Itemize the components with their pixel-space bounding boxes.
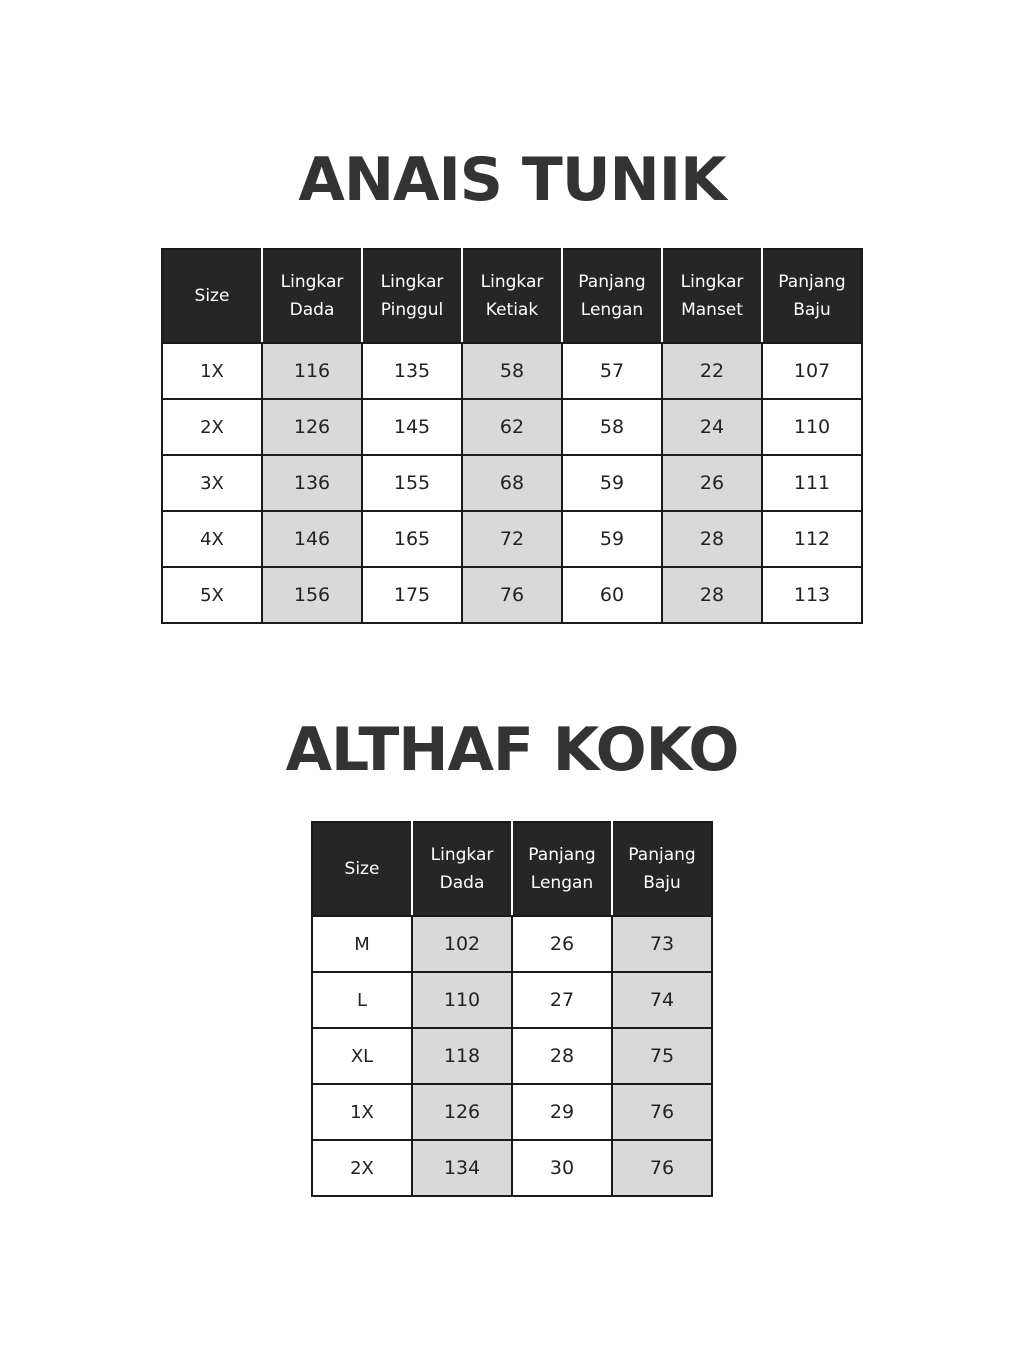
size-cell: 4X xyxy=(162,511,262,567)
table-cell: 76 xyxy=(612,1084,712,1140)
table-row xyxy=(312,1028,712,1084)
header-panjang-lengan: Panjang Lengan xyxy=(562,249,662,343)
header-lingkar-ketiak: Lingkar Ketiak xyxy=(462,249,562,343)
header-panjang-baju: Panjang Baju xyxy=(762,249,862,343)
size-cell: 2X xyxy=(162,399,262,455)
table-cell: 74 xyxy=(612,972,712,1028)
table-cell: 135 xyxy=(362,343,462,399)
table-cell: 111 xyxy=(762,455,862,511)
table-cell: 62 xyxy=(462,399,562,455)
size-cell: L xyxy=(312,972,412,1028)
table-cell: 30 xyxy=(512,1140,612,1196)
table-cell: 156 xyxy=(262,567,362,623)
table-cell: 28 xyxy=(662,511,762,567)
size-cell: 2X xyxy=(312,1140,412,1196)
table-cell: 175 xyxy=(362,567,462,623)
table-cell: 75 xyxy=(612,1028,712,1084)
table-row xyxy=(312,916,712,972)
althaf-koko-size-table xyxy=(311,821,713,1197)
table-cell: 60 xyxy=(562,567,662,623)
table-cell: 76 xyxy=(612,1140,712,1196)
table-cell: 58 xyxy=(462,343,562,399)
table-cell: 126 xyxy=(262,399,362,455)
table-cell: 59 xyxy=(562,455,662,511)
anais-tunik-size-table xyxy=(161,248,863,624)
header-lingkar-pinggul: Lingkar Pinggul xyxy=(362,249,462,343)
table-row xyxy=(312,1084,712,1140)
table-cell: 116 xyxy=(262,343,362,399)
header-lingkar-manset: Lingkar Manset xyxy=(662,249,762,343)
size-cell: 1X xyxy=(162,343,262,399)
table-header-row xyxy=(312,822,712,916)
table-row xyxy=(162,567,862,623)
table-cell: 107 xyxy=(762,343,862,399)
table-row xyxy=(312,1140,712,1196)
size-cell: M xyxy=(312,916,412,972)
table-cell: 102 xyxy=(412,916,512,972)
header-panjang-baju: Panjang Baju xyxy=(612,822,712,916)
table-cell: 146 xyxy=(262,511,362,567)
table-cell: 59 xyxy=(562,511,662,567)
anais-tunik-title: ANAIS TUNIK xyxy=(298,145,726,215)
table-header-row xyxy=(162,249,862,343)
header-lingkar-dada: Lingkar Dada xyxy=(412,822,512,916)
table-cell: 112 xyxy=(762,511,862,567)
size-cell: XL xyxy=(312,1028,412,1084)
size-cell: 3X xyxy=(162,455,262,511)
table-cell: 68 xyxy=(462,455,562,511)
table-row xyxy=(162,455,862,511)
table-cell: 155 xyxy=(362,455,462,511)
size-cell: 5X xyxy=(162,567,262,623)
table-cell: 26 xyxy=(512,916,612,972)
table-cell: 26 xyxy=(662,455,762,511)
table-cell: 22 xyxy=(662,343,762,399)
table-cell: 110 xyxy=(762,399,862,455)
table-cell: 57 xyxy=(562,343,662,399)
althaf-koko-title: ALTHAF KOKO xyxy=(285,715,739,785)
table-cell: 29 xyxy=(512,1084,612,1140)
header-size: Size xyxy=(162,249,262,343)
table-cell: 76 xyxy=(462,567,562,623)
header-lingkar-dada: Lingkar Dada xyxy=(262,249,362,343)
table-cell: 27 xyxy=(512,972,612,1028)
table-cell: 136 xyxy=(262,455,362,511)
table-cell: 118 xyxy=(412,1028,512,1084)
table-row xyxy=(162,511,862,567)
table-cell: 145 xyxy=(362,399,462,455)
table-cell: 28 xyxy=(662,567,762,623)
table-cell: 126 xyxy=(412,1084,512,1140)
table-row xyxy=(162,343,862,399)
table-cell: 110 xyxy=(412,972,512,1028)
table-row xyxy=(162,399,862,455)
table-cell: 28 xyxy=(512,1028,612,1084)
table-cell: 165 xyxy=(362,511,462,567)
table-cell: 58 xyxy=(562,399,662,455)
table-cell: 113 xyxy=(762,567,862,623)
table-cell: 134 xyxy=(412,1140,512,1196)
header-panjang-lengan: Panjang Lengan xyxy=(512,822,612,916)
table-cell: 72 xyxy=(462,511,562,567)
table-cell: 24 xyxy=(662,399,762,455)
table-row xyxy=(312,972,712,1028)
table-cell: 73 xyxy=(612,916,712,972)
size-cell: 1X xyxy=(312,1084,412,1140)
header-size: Size xyxy=(312,822,412,916)
